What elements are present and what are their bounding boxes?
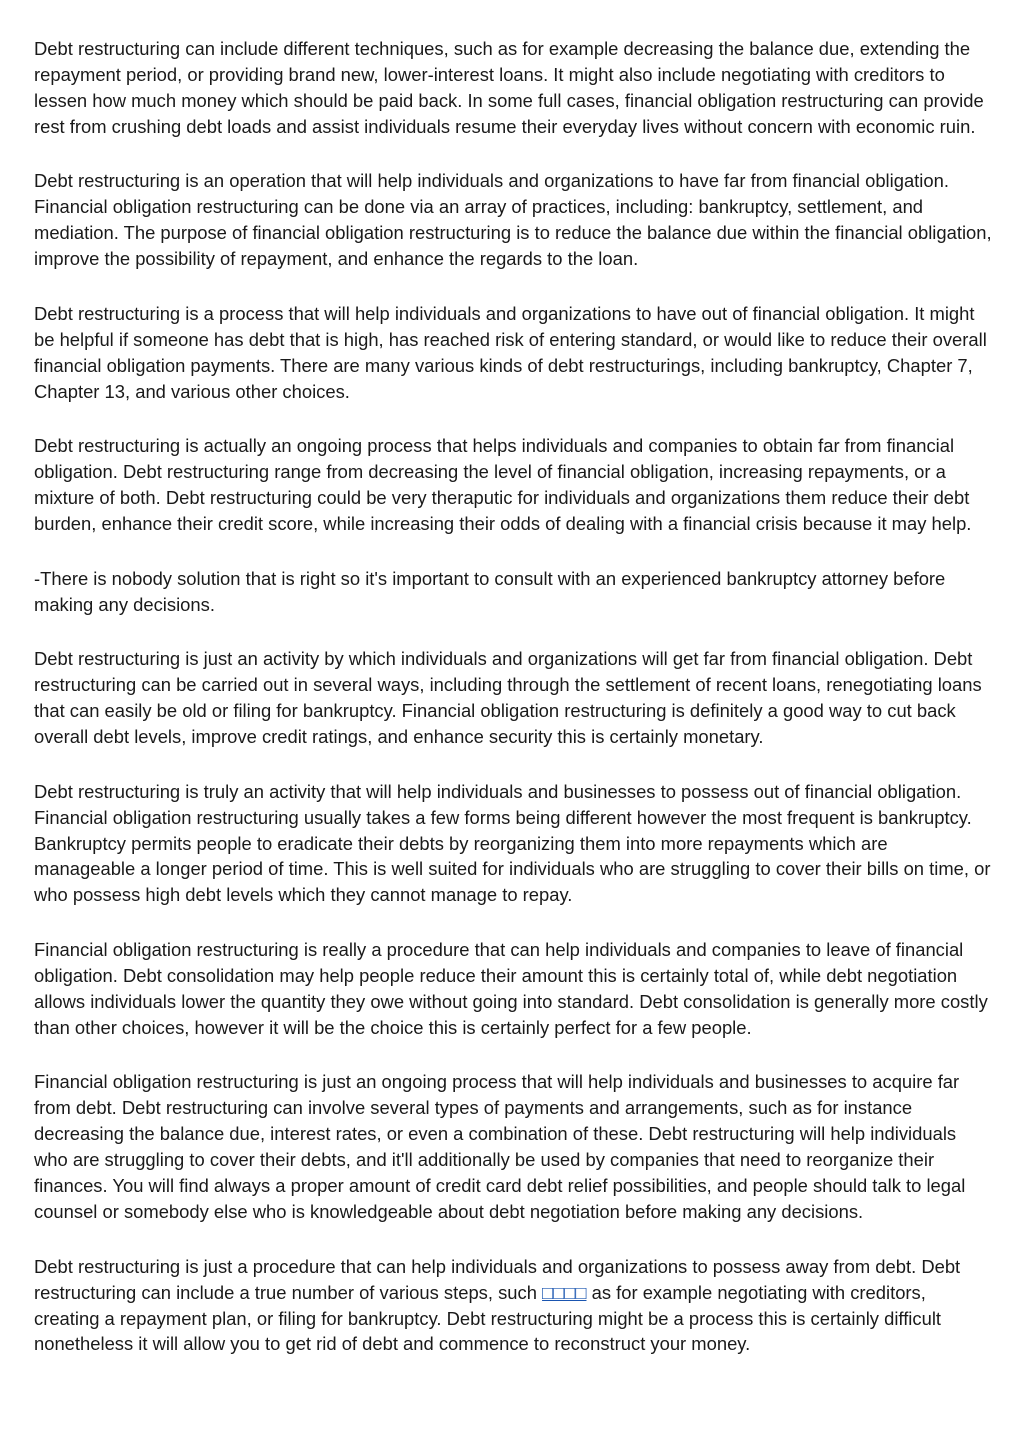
paragraph-8: Financial obligation restructuring is really a procedure that can help individuals and companies to leave of financial obligation. Debt consolidation may help people reduce their amount this is certainly total of, while debt negotiation allows individuals lower the quantity they owe without going into standard. Debt consolidation is generally more costly than other choices, however it will be the choice this is certainly perfect for a few people. xyxy=(34,939,988,1038)
inline-link[interactable]: □□□□ xyxy=(542,1281,587,1303)
paragraph-3: Debt restructuring is a process that will help individuals and organizations to have out of financial obligation. It might be helpful if someone has debt that is high, has reached risk of entering standard, or would like to reduce their overall financial obligation payments. There are many various kinds of debt restructurings, including bankruptcy, Chapter 7, Chapter 13, and various other choices. xyxy=(34,302,987,402)
paragraph-2: Debt restructuring is an operation that will help individuals and organizations to have far from financial obligation. Financial obligation restructuring can be done via an array of practices, including: bankruptcy, settlement, and mediation. The purpose of financial obligation restructuring is to reduce the balance due within the financial obligation, improve the possibility of repayment, and enhance the regards to the loan. xyxy=(34,170,992,270)
paragraph-6: Debt restructuring is just an activity by which individuals and organizations will get far from financial obligation. Debt restructuring can be carried out in several ways, including through the settlement of recent loans, renegotiating loans that can easily be old or filing for bankruptcy. Financial obligation restructuring is definitely a good way to cut back overall debt levels, improve credit ratings, and enhance security this is certainly monetary. xyxy=(34,648,982,748)
paragraph-10-text-before-link: Debt restructuring is just a procedure that can help individuals and organizations to possess away from debt. Debt restructuring can include a true number of various steps, such xyxy=(34,1255,961,1303)
paragraph-1: Debt restructuring can include different techniques, such as for example decreasing the balance due, extending the repayment period, or providing brand new, lower-interest loans. It might also include negotiating with creditors to lessen how much money which should be paid back. In some full cases, financial obligation restructuring can provide rest from crushing debt loads and assist individuals resume their everyday lives without concern with economic ruin. xyxy=(34,38,984,137)
document-body xyxy=(34,36,992,1357)
paragraph-7: Debt restructuring is truly an activity that will help individuals and businesses to possess out of financial obligation. Financial obligation restructuring usually takes a few forms being different however the most frequent is bankruptcy. Bankruptcy permits people to eradicate their debts by reorganizing them into more repayments which are manageable a longer period of time. This is well suited for individuals who are struggling to cover their bills on time, or who possess high debt levels which they cannot manage to repay. xyxy=(34,780,991,906)
paragraph-4: Debt restructuring is actually an ongoing process that helps individuals and companies to obtain far from financial obligation. Debt restructuring range from decreasing the level of financial obligation, increasing repayments, or a mixture of both. Debt restructuring could be very theraputic for individuals and organizations them reduce their debt burden, enhance their credit score, while increasing their odds of dealing with a financial crisis because it may help. xyxy=(34,435,972,534)
paragraph-9: Financial obligation restructuring is just an ongoing process that will help individuals and businesses to acquire far from debt. Debt restructuring can involve several types of payments and arrangements, such as for instance decreasing the balance due, interest rates, or even a combination of these. Debt restructuring will help individuals who are struggling to cover their debts, and it'll additionally be used by companies that need to reorganize their finances. You will find always a proper amount of credit card debt relief possibilities, and people should talk to legal counsel or somebody else who is knowledgeable about debt negotiation before making any decisions. xyxy=(34,1071,966,1222)
paragraph-10 xyxy=(34,1254,992,1358)
paragraph-10-text-after-link: as for example negotiating with creditors, creating a repayment plan, or filing for bankruptcy. Debt restructuring might be a process this is certainly difficult nonetheless it will allow you to get rid of debt and commence to reconstruct your money. xyxy=(34,1281,942,1355)
paragraph-5: -There is nobody solution that is right so it's important to consult with an experienced bankruptcy attorney before making any decisions. xyxy=(34,567,946,615)
